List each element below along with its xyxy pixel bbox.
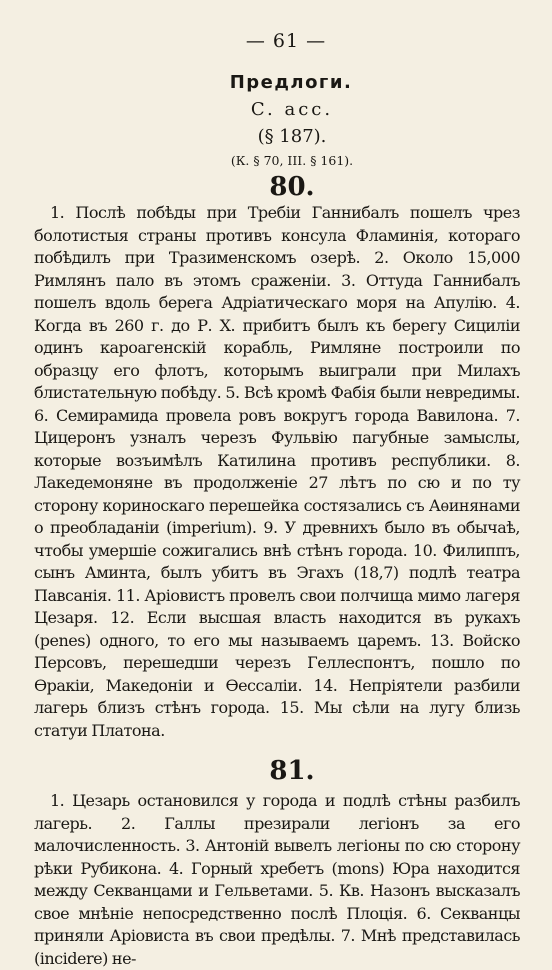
paragraph-reference: (§ 187). bbox=[257, 126, 327, 147]
section-title: Предлоги. bbox=[229, 72, 353, 93]
exercise-81 bbox=[34, 756, 520, 970]
exercise-number: 80. bbox=[269, 172, 315, 202]
page-number: — 61 — bbox=[245, 30, 327, 52]
exercise-80 bbox=[34, 172, 520, 742]
exercise-text: 1. Цезарь остановился у города и подлѣ стѣны разбилъ лагерь. 2. Галлы презирали легіонъ за его малочисленность. 3. Антоній вывелъ легіоны по сю сторону рѣки Рубикона. 4. Горный хребетъ (mons) Юра находится между Секванцами и Гельветами. 5. Кв. Назонъ высказалъ свое мнѣніе непосредственно послѣ Плоція. 6. Секванцы приняли Аріовиста въ свои предѣлы. 7. Мнѣ представилась (incidere) не- bbox=[34, 791, 520, 968]
cross-reference: (К. § 70, III. § 161). bbox=[230, 153, 354, 168]
exercise-number: 81. bbox=[269, 756, 315, 786]
exercise-text: 1. Послѣ побѣды при Требіи Ганнибалъ пошелъ чрез болотистыя страны противъ консула Фламинія, котораго побѣдилъ при Тразименскомъ озерѣ. 2. Около 15,000 Римлянъ пало въ этомъ сраженіи. 3. Оттуда Ганнибалъ пошелъ вдоль берега Адріатическаго моря на Апулію. 4. Когда въ 260 г. до Р. Х. прибитъ былъ къ берегу Сициліи одинъ кароагенскій корабль, Римляне построили по образцу его флотъ, которымъ выиграли при Милахъ блистательную побѣду. 5. Всѣ кромѣ Фабія были невредимы. 6. Семирамида провела ровъ вокругъ города Вавилона. 7. Цицеронъ узналъ черезъ Фульвію пагубные замыслы, которые возъимѣлъ Катилина противъ республики. 8. Лакедемоняне въ продолженіе 27 лѣтъ по сю и по ту сторону кориноскаго перешейка состязались съ Аѳинянами о преобладаніи (imperium). 9. У древнихъ было въ обычаѣ, чтобы умершіе сожигались внѣ стѣнъ города. 10. Филиппъ, сынъ Аминта, былъ убитъ въ Эгахъ (18,7) подлѣ театра Павсанія. 11. Аріовистъ провелъ свои полчища мимо лагеря Цезаря. 12. Если высшая власть находится въ рукахъ (penes) одного, то его мы называемъ царемъ. 13. Войско Персовъ, перешедши черезъ Геллеспонтъ, пошло по Ѳракіи, Македоніи и Ѳессаліи. 14. Непріятели разбили лагерь близъ стѣнъ города. 15. Мы сѣли на лугу близь статуи Платона. bbox=[34, 203, 520, 740]
case-subtitle: C. acc. bbox=[250, 99, 334, 120]
